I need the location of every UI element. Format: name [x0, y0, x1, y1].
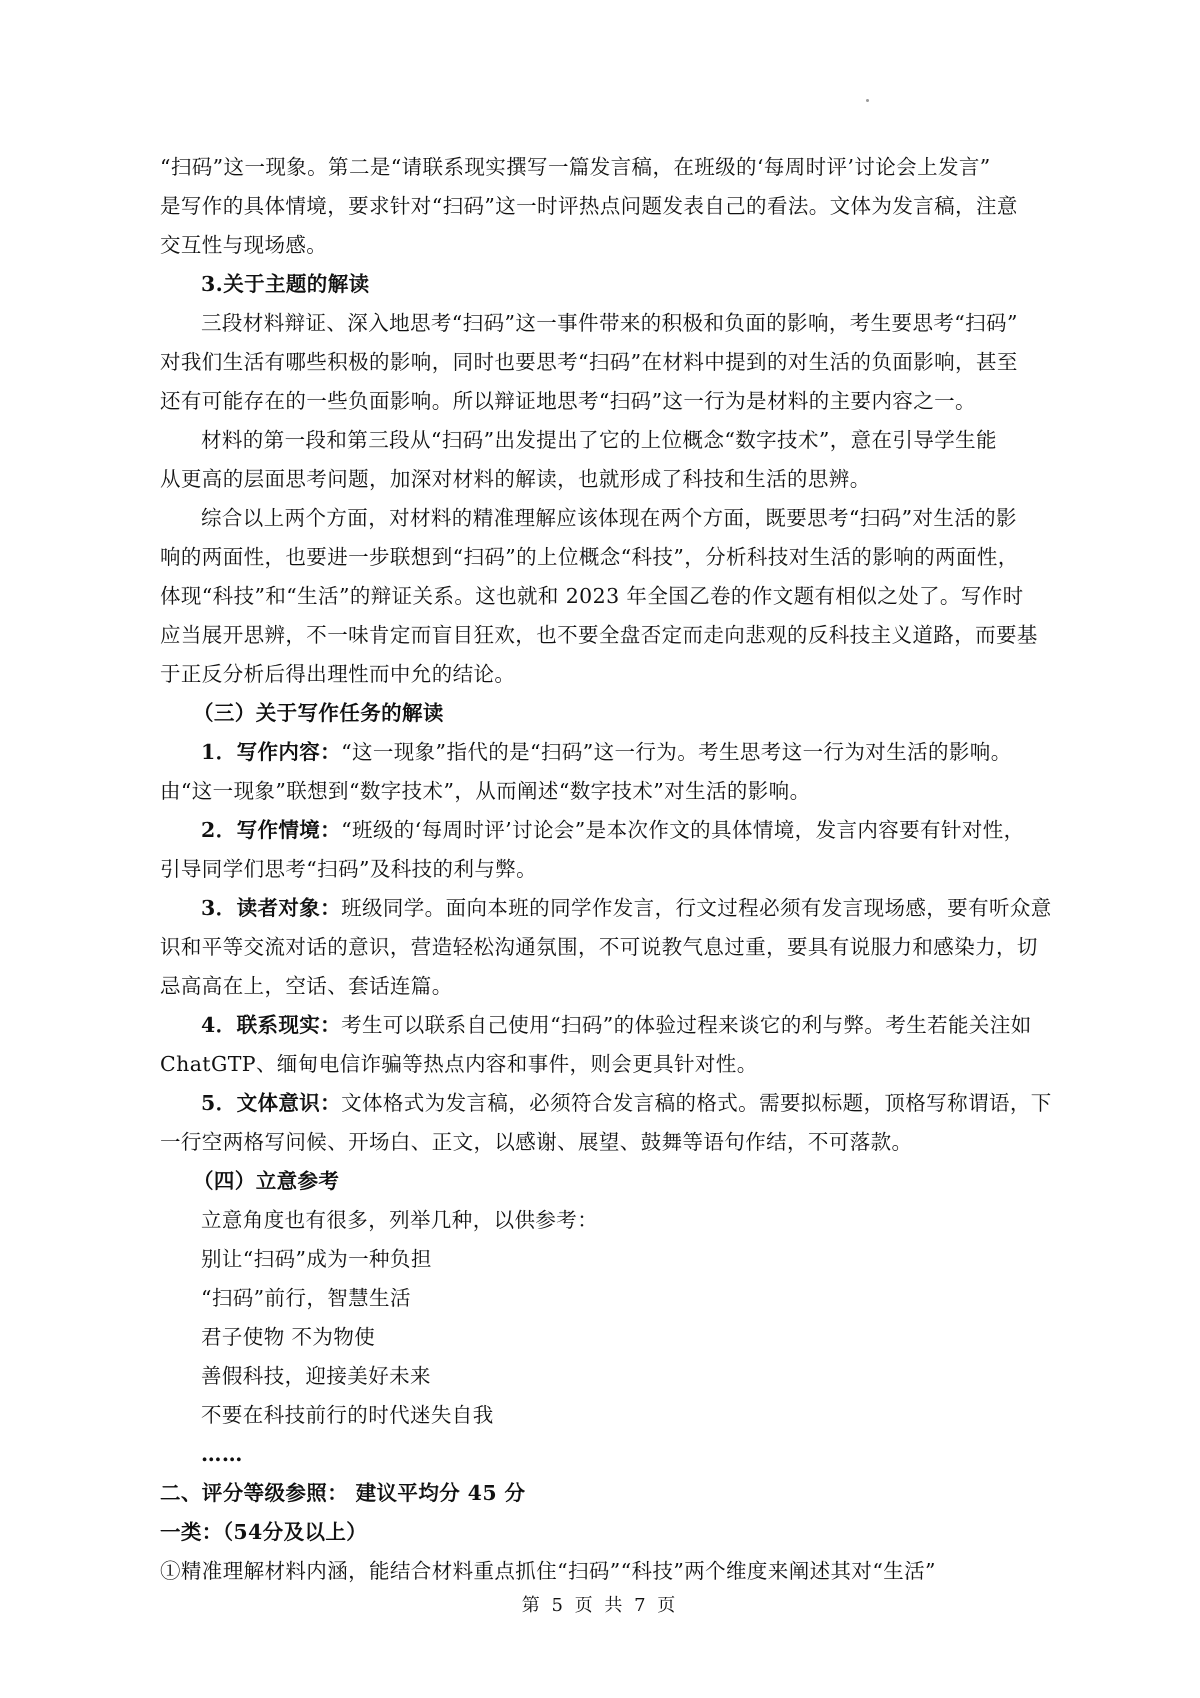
- list-item-label: 4．联系现实：: [201, 1013, 342, 1037]
- text-line: 从更高的层面思考问题，加深对材料的解读，也就形成了科技和生活的思辨。: [160, 467, 871, 491]
- list-item: [160, 1084, 1055, 1123]
- section-heading: 3.关于主题的解读: [201, 272, 370, 296]
- idea-item: 不要在科技前行的时代迷失自我: [201, 1403, 494, 1427]
- text-line: 综合以上两个方面，对材料的精准理解应该体现在两个方面，既要思考“扫码”对生活的影: [201, 506, 1017, 530]
- page-footer: 第 5 页 共 7 页: [521, 1595, 679, 1616]
- idea-item: 别让“扫码”成为一种负担: [201, 1247, 432, 1271]
- list-item-label: 5．文体意识：: [201, 1091, 342, 1115]
- ellipsis: ……: [201, 1442, 243, 1466]
- text-line: 响的两面性，也要进一步联想到“扫码”的上位概念“科技”，分析科技对生活的影响的两面性，: [160, 545, 1019, 569]
- text-line: “扫码”这一现象。第二是“请联系现实撰写一篇发言稿，在班级的‘每周时评’讨论会上发言”: [160, 155, 991, 179]
- list-item: [160, 889, 1055, 928]
- list-item-text: 班级同学。面向本班的同学作发言，行文过程必须有发言现场感，要有听众意: [341, 896, 1052, 920]
- text-line: 一行空两格写问候、开场白、正文，以感谢、展望、鼓舞等语句作结，不可落款。: [160, 1130, 913, 1154]
- text-line: 三段材料辩证、深入地思考“扫码”这一事件带来的积极和负面的影响，考生要思考“扫码”: [201, 311, 1018, 335]
- text-line: 体现“科技”和“生活”的辩证关系。这也就和 2023 年全国乙卷的作文题有相似之处了。写作时: [160, 584, 1024, 608]
- list-item-text: 考生可以联系自己使用“扫码”的体验过程来谈它的利与弊。考生若能关注如: [341, 1013, 1032, 1037]
- idea-item: 君子使物 不为物使: [201, 1325, 376, 1349]
- text-line: 应当展开思辨，不一味肯定而盲目狂欢，也不要全盘否定而走向悲观的反科技主义道路，而要基: [160, 623, 1038, 647]
- text-line: 立意角度也有很多，列举几种，以供参考：: [201, 1208, 599, 1232]
- list-item-label: 3．读者对象：: [201, 896, 342, 920]
- list-item-label: 1．写作内容：: [201, 740, 342, 764]
- section-heading: 二、评分等级参照： 建议平均分 45 分: [160, 1481, 526, 1505]
- section-heading: （三）关于写作任务的解读: [193, 701, 444, 725]
- text-line: 还有可能存在的一些负面影响。所以辩证地思考“扫码”这一行为是材料的主要内容之一。: [160, 389, 976, 413]
- idea-item: 善假科技，迎接美好未来: [201, 1364, 431, 1388]
- text-line: 忌高高在上，空话、套话连篇。: [160, 974, 453, 998]
- text-line: 识和平等交流对话的意识，营造轻松沟通氛围，不可说教气息过重，要具有说服力和感染力，切: [160, 935, 1038, 959]
- list-item-text: “这一现象”指代的是“扫码”这一行为。考生思考这一行为对生活的影响。: [341, 740, 1012, 764]
- grade-heading: 一类：（54分及以上）: [160, 1520, 368, 1544]
- text-line: 材料的第一段和第三段从“扫码”出发提出了它的上位概念“数字技术”，意在引导学生能: [201, 428, 997, 452]
- text-line: ChatGTP、缅甸电信诈骗等热点内容和事件，则会更具针对性。: [160, 1052, 758, 1076]
- text-line: 是写作的具体情境，要求针对“扫码”这一时评热点问题发表自己的看法。文体为发言稿，注意: [160, 194, 1018, 218]
- list-item: [160, 733, 1055, 772]
- list-item-label: 2．写作情境：: [201, 818, 342, 842]
- list-item: [160, 811, 1055, 850]
- text-line: 对我们生活有哪些积极的影响，同时也要思考“扫码”在材料中提到的对生活的负面影响，甚至: [160, 350, 1018, 374]
- text-line: 引导同学们思考“扫码”及科技的利与弊。: [160, 857, 538, 881]
- text-line: 交互性与现场感。: [160, 233, 328, 257]
- list-item: [160, 1006, 1055, 1045]
- text-line: ①精准理解材料内涵，能结合材料重点抓住“扫码”“科技”两个维度来阐述其对“生活”: [160, 1559, 936, 1583]
- text-line: 于正反分析后得出理性而中允的结论。: [160, 662, 516, 686]
- idea-item: “扫码”前行，智慧生活: [201, 1286, 411, 1310]
- list-item-text: “班级的‘每周时评’讨论会”是本次作文的具体情境，发言内容要有针对性，: [341, 818, 1025, 842]
- text-line: 由“这一现象”联想到“数字技术”，从而阐述“数字技术”对生活的影响。: [160, 779, 811, 803]
- scan-dot: [866, 99, 869, 102]
- list-item-text: 文体格式为发言稿，必须符合发言稿的格式。需要拟标题，顶格写称谓语，下: [341, 1091, 1052, 1115]
- section-heading: （四）立意参考: [193, 1169, 340, 1193]
- page-content: [160, 148, 1055, 1591]
